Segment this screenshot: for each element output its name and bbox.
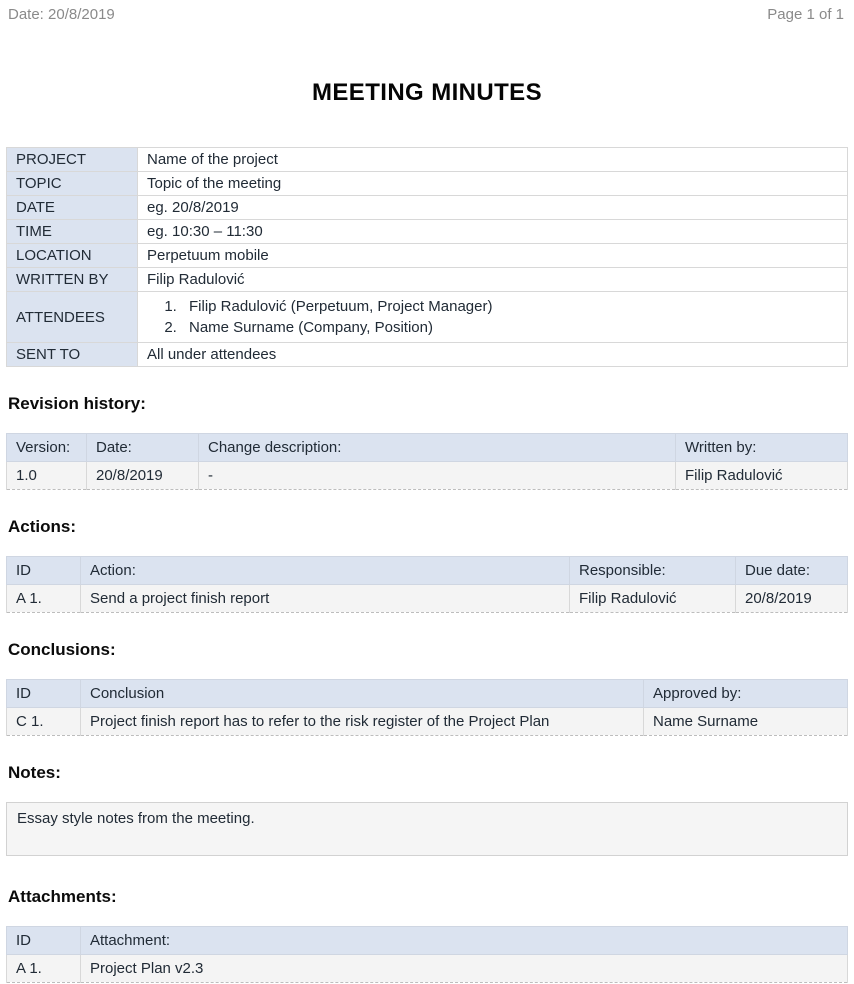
info-value-time: eg. 10:30 – 11:30 <box>138 220 848 244</box>
actions-cell-id: A 1. <box>7 585 81 613</box>
conclusions-table <box>6 679 848 736</box>
conclusions-cell-id: C 1. <box>7 708 81 736</box>
info-value-written-by: Filip Radulović <box>138 268 848 292</box>
info-label-date: DATE <box>7 196 138 220</box>
revision-cell-date: 20/8/2019 <box>87 462 199 490</box>
document-title: MEETING MINUTES <box>311 79 542 106</box>
actions-cell-due-date: 20/8/2019 <box>736 585 848 613</box>
section-heading-notes: Notes: <box>8 763 61 782</box>
conclusions-cell-conclusion <box>81 708 644 736</box>
info-row-time <box>7 220 848 244</box>
conclusions-header-conclusion: Conclusion <box>81 680 644 708</box>
actions-header-row <box>7 557 848 585</box>
info-row-attendees <box>7 292 848 343</box>
attachments-row <box>7 955 848 983</box>
actions-header-due-date: Due date: <box>736 557 848 585</box>
conclusions-header-approved-by: Approved by: <box>644 680 848 708</box>
meeting-info-table <box>6 147 848 367</box>
conclusions-row <box>7 708 848 736</box>
revision-header-row <box>7 434 848 462</box>
revision-header-version: Version: <box>7 434 87 462</box>
actions-header-responsible: Responsible: <box>570 557 736 585</box>
section-heading-actions: Actions: <box>8 517 76 536</box>
revision-cell-change-description: - <box>199 462 676 490</box>
attendees-list <box>147 296 838 338</box>
info-label-project: PROJECT <box>7 148 138 172</box>
actions-table <box>6 556 848 613</box>
info-label-written-by: WRITTEN BY <box>7 268 138 292</box>
actions-cell-action: Send a project finish report <box>81 585 570 613</box>
attachments-cell-attachment: Project Plan v2.3 <box>81 955 848 983</box>
info-value-date: eg. 20/8/2019 <box>138 196 848 220</box>
revision-cell-version: 1.0 <box>7 462 87 490</box>
info-value-topic: Topic of the meeting <box>138 172 848 196</box>
info-label-topic: TOPIC <box>7 172 138 196</box>
info-label-time: TIME <box>7 220 138 244</box>
section-heading-revision-history: Revision history: <box>8 394 146 413</box>
attachments-header-attachment: Attachment: <box>81 927 848 955</box>
page-header <box>0 0 854 23</box>
attachments-cell-id: A 1. <box>7 955 81 983</box>
info-value-attendees <box>138 292 848 343</box>
conclusions-header-id: ID <box>7 680 81 708</box>
revision-header-change-description: Change description: <box>199 434 676 462</box>
attachments-header-id: ID <box>7 927 81 955</box>
notes-box <box>6 802 848 856</box>
info-value-sent-to: All under attendees <box>138 343 848 367</box>
notes-text: Essay style notes from the meeting. <box>17 810 255 827</box>
conclusion-text: Project finish report has to refer to the risk register of the Project Plan <box>90 713 550 730</box>
revision-history-table <box>6 433 848 490</box>
info-row-written-by <box>7 268 848 292</box>
revision-cell-written-by: Filip Radulović <box>676 462 848 490</box>
header-page-number: Page 1 of 1 <box>767 6 844 23</box>
attendee-item: 1. Filip Radulović (Perpetuum, Project Manager) <box>181 296 838 317</box>
info-label-sent-to: SENT TO <box>7 343 138 367</box>
header-date: Date: 20/8/2019 <box>8 6 115 23</box>
info-row-topic <box>7 172 848 196</box>
info-row-sent-to <box>7 343 848 367</box>
revision-row <box>7 462 848 490</box>
info-label-attendees: ATTENDEES <box>7 292 138 343</box>
attachments-table <box>6 926 848 983</box>
actions-header-id: ID <box>7 557 81 585</box>
conclusions-header-row <box>7 680 848 708</box>
actions-header-action: Action: <box>81 557 570 585</box>
info-value-project: Name of the project <box>138 148 848 172</box>
info-value-location: Perpetuum mobile <box>138 244 848 268</box>
info-row-date <box>7 196 848 220</box>
attachments-header-row <box>7 927 848 955</box>
actions-cell-responsible: Filip Radulović <box>570 585 736 613</box>
info-row-location <box>7 244 848 268</box>
revision-header-date: Date: <box>87 434 199 462</box>
section-heading-attachments: Attachments: <box>8 887 117 906</box>
info-row-project <box>7 148 848 172</box>
revision-header-written-by: Written by: <box>676 434 848 462</box>
actions-row <box>7 585 848 613</box>
section-heading-conclusions: Conclusions: <box>8 640 116 659</box>
attendee-item: 2. Name Surname (Company, Position) <box>181 317 838 338</box>
conclusions-cell-approved-by: Name Surname <box>644 708 848 736</box>
info-label-location: LOCATION <box>7 244 138 268</box>
